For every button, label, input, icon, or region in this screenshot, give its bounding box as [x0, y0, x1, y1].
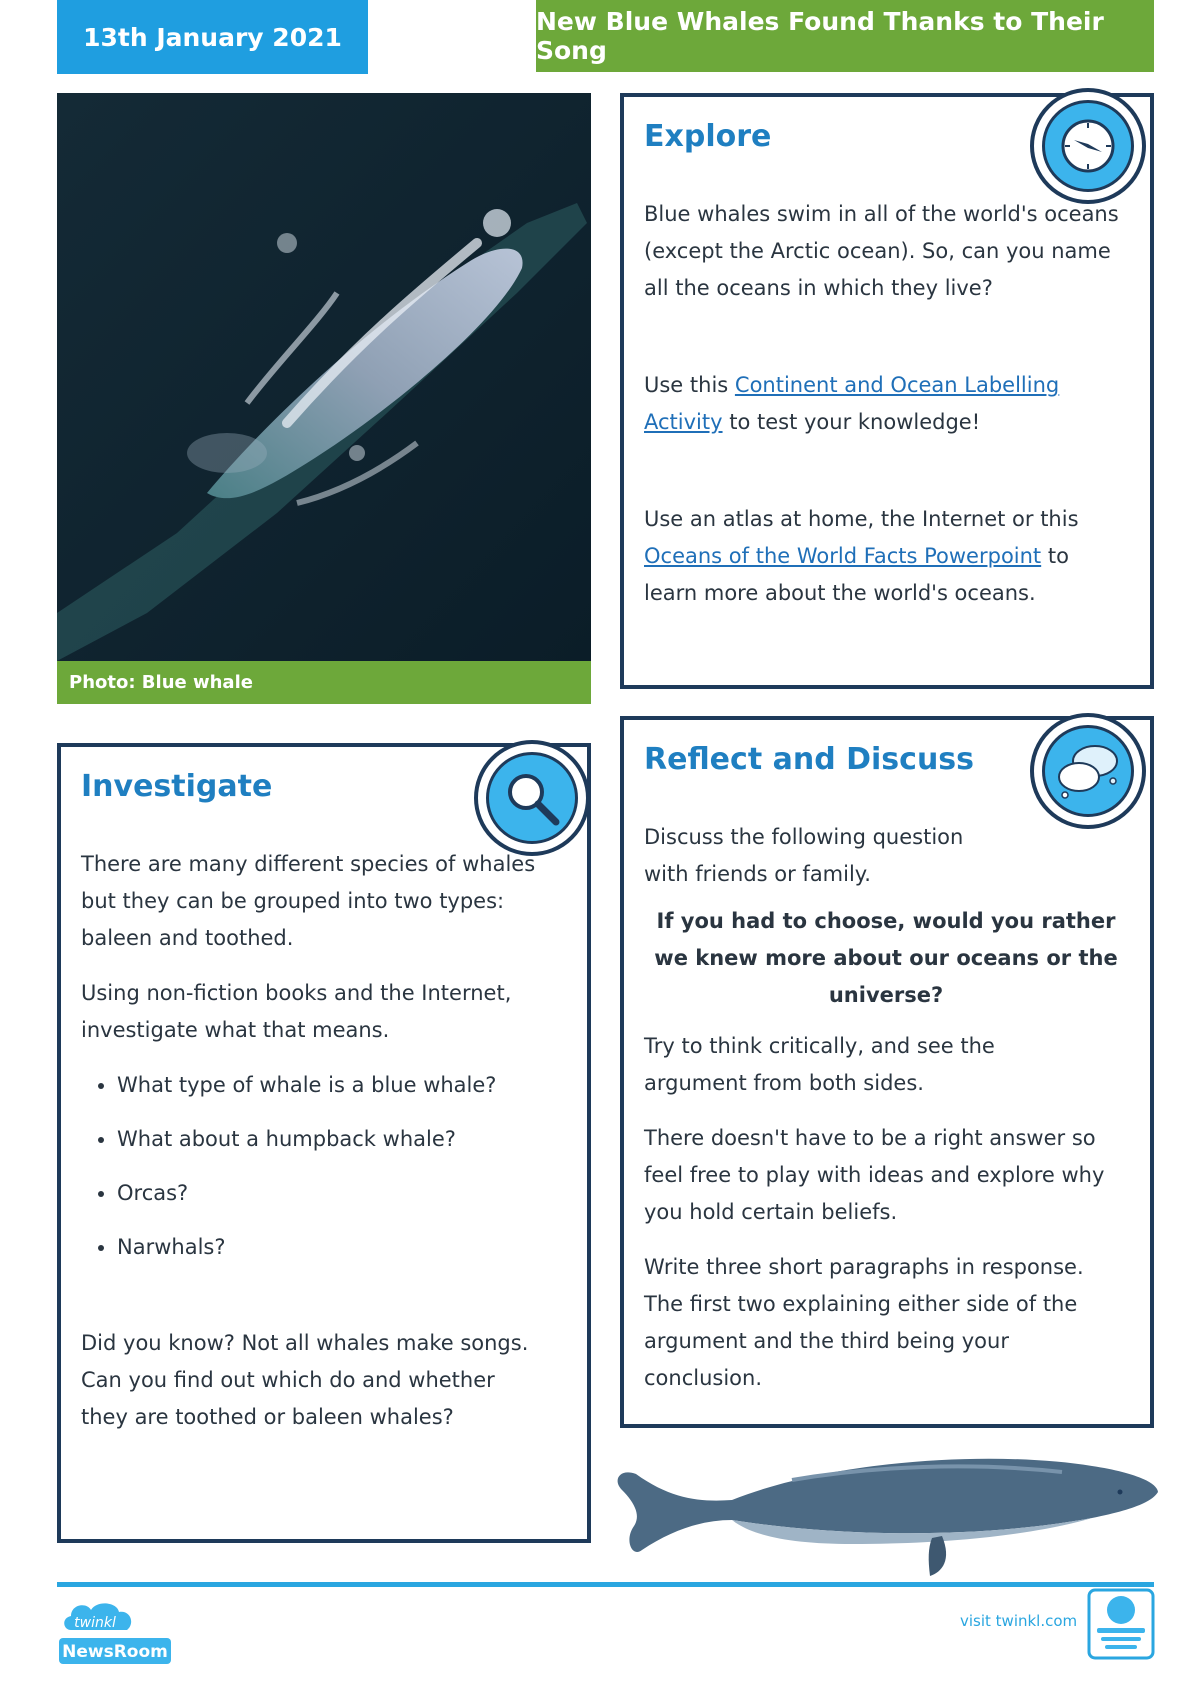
continent-ocean-activity-link[interactable]: Continent and Ocean Labelling Activity — [644, 373, 1060, 434]
investigate-title: Investigate — [81, 769, 273, 804]
list-item: • Narwhals? — [117, 1229, 565, 1266]
quality-standard-badge — [1087, 1588, 1155, 1660]
reflect-paragraph-2: Try to think critically, and see the argument from both sides. — [644, 1034, 995, 1095]
explore-p3-prefix: Use an atlas at home, the Internet or this — [644, 507, 1079, 531]
reflect-paragraph-1: Discuss the following question with friends or family. — [644, 825, 964, 886]
compass-icon — [1060, 118, 1116, 174]
explore-title: Explore — [644, 119, 772, 154]
twinkl-newsroom-logo[interactable] — [57, 1596, 187, 1668]
investigate-paragraph-3: Did you know? Not all whales make songs. Can you find out which do and whether they are toothed or baleen whales? — [81, 1331, 529, 1429]
explore-paragraph-1: Blue whales swim in all of the world's oceans (except the Arctic ocean). So, can you name all the oceans in which they live? — [644, 202, 1119, 300]
list-item: • What about a humpback whale? — [117, 1121, 565, 1158]
investigate-paragraph-1: There are many different species of whales but they can be grouped into two types: baleen and toothed. — [81, 852, 536, 950]
logo-top-text: twinkl — [74, 1615, 116, 1631]
magnifying-glass-icon — [502, 768, 562, 828]
oceans-powerpoint-link[interactable]: Oceans of the World Facts Powerpoint — [644, 544, 1042, 568]
explore-badge — [1030, 88, 1146, 204]
footer-divider — [57, 1582, 1154, 1587]
photo-caption: Photo: Blue whale — [57, 661, 591, 704]
reflect-question: If you had to choose, would you rather we knew more about our oceans or the universe? — [654, 909, 1118, 1007]
explore-paragraph-2 — [644, 367, 1128, 441]
investigate-badge — [474, 740, 590, 856]
investigate-bullet-list — [81, 1067, 565, 1266]
visit-twinkl-link[interactable]: visit twinkl.com — [960, 1612, 1078, 1630]
list-item: • What type of whale is a blue whale? — [117, 1067, 565, 1104]
headline-tab: New Blue Whales Found Thanks to Their Song — [536, 0, 1154, 72]
reflect-paragraph-4: Write three short paragraphs in response. The first two explaining either side of the argument and the third being your conclusion. — [644, 1255, 1084, 1390]
explore-p2-prefix: Use this — [644, 373, 735, 397]
explore-p3-suffix: to learn more about the world's oceans. — [644, 544, 1069, 605]
blue-whale-illustration — [612, 1440, 1160, 1580]
explore-p2-suffix: to test your knowledge! — [722, 410, 981, 434]
reflect-title: Reflect and Discuss — [644, 742, 975, 777]
investigate-card — [57, 743, 591, 1543]
blue-whale-photo — [57, 93, 591, 661]
reflect-paragraph-3: There doesn't have to be a right answer so feel free to play with ideas and explore why you hold certain beliefs. — [644, 1126, 1105, 1224]
logo-bottom-text: NewsRoom — [62, 1642, 168, 1662]
reflect-badge — [1030, 713, 1146, 829]
list-item: • Orcas? — [117, 1175, 565, 1212]
explore-paragraph-3 — [644, 501, 1128, 612]
date-tab: 13th January 2021 — [57, 0, 368, 74]
investigate-paragraph-2: Using non-fiction books and the Internet, investigate what that means. — [81, 981, 512, 1042]
speech-bubbles-icon — [1055, 741, 1121, 801]
